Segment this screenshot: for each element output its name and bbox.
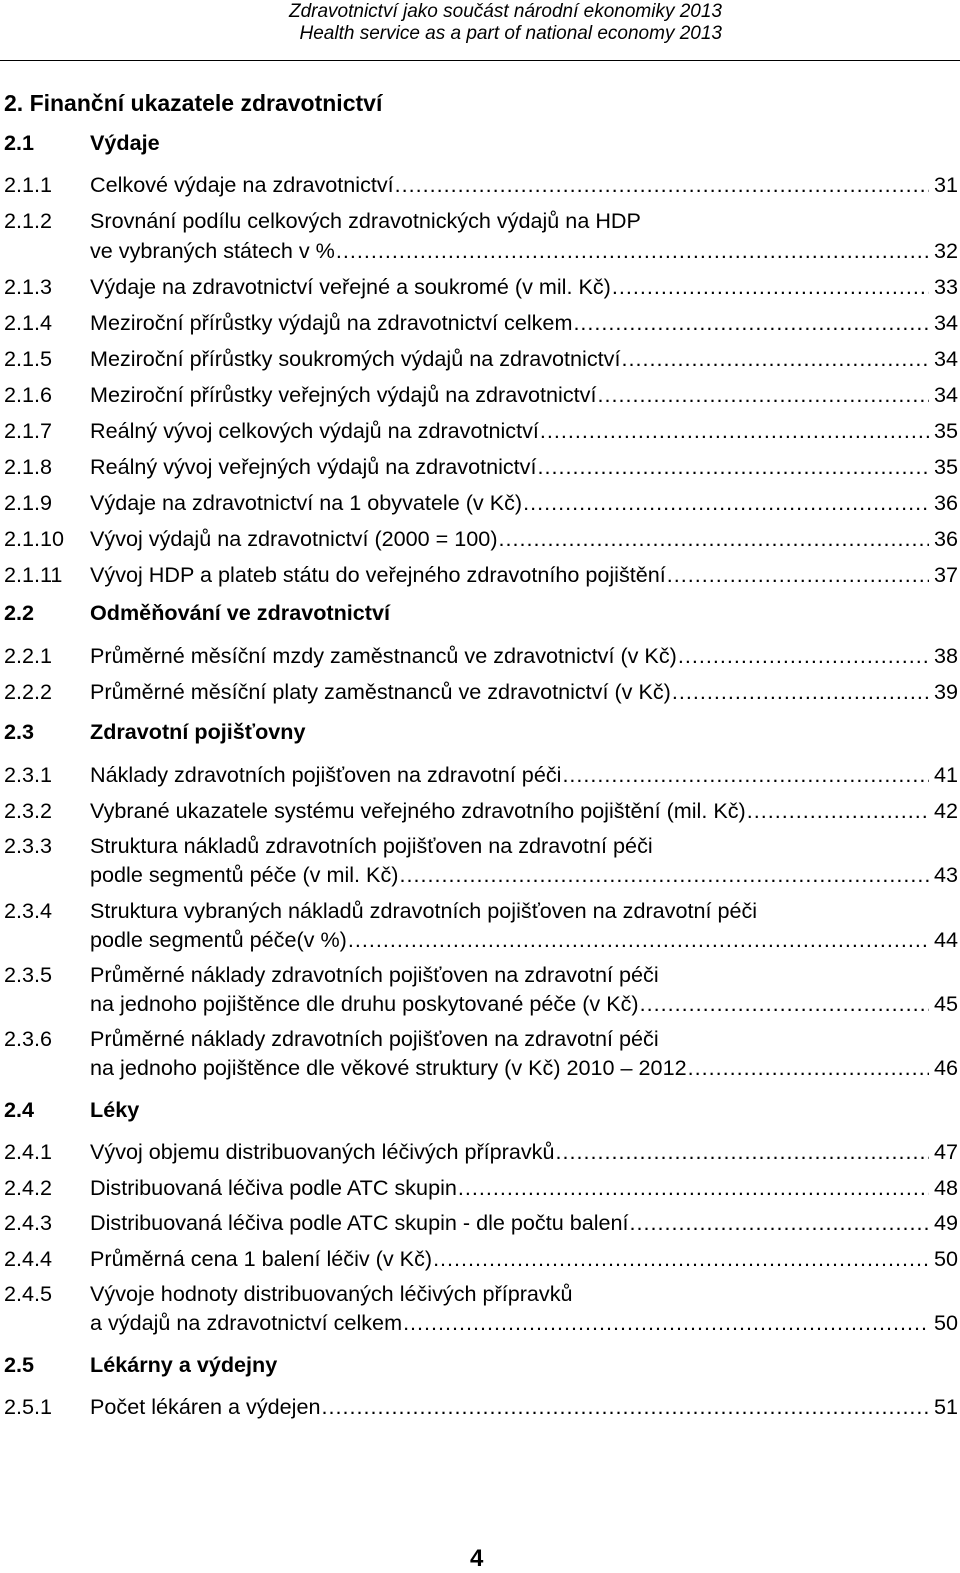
entry-number: 2.1.1: [4, 172, 53, 197]
entry-number: 2.1.6: [4, 382, 53, 407]
entry-number: 2.3.4: [4, 898, 53, 923]
section-number: 2.1: [4, 130, 35, 155]
section-number: 2.2: [4, 600, 35, 625]
dot-leader: [540, 418, 929, 444]
entry-title: Srovnání podílu celkových zdravotnických výdajů na HDP: [90, 208, 641, 233]
dot-leader: [678, 643, 929, 669]
page-ref: 33: [933, 274, 958, 299]
dot-leader: [395, 172, 929, 198]
page-ref: 36: [933, 490, 958, 515]
entry-title: Počet lékáren a výdejen: [90, 1394, 321, 1419]
entry-number: 2.1.7: [4, 418, 53, 443]
entry-number: 2.3.1: [4, 762, 53, 787]
entry-title: Meziroční přírůstky výdajů na zdravotnictví celkem: [90, 310, 573, 335]
dot-leader: [612, 274, 929, 300]
entry-number: 2.2.1: [4, 643, 53, 668]
section-number: 2.3: [4, 719, 35, 744]
dot-leader: [523, 490, 929, 516]
chapter-title: 2. Finanční ukazatele zdravotnictví: [4, 90, 383, 116]
entry-title: Průměrné měsíční platy zaměstnanců ve zdravotnictví (v Kč): [90, 679, 671, 704]
entry-title-cont: a výdajů na zdravotnictví celkem: [90, 1310, 403, 1335]
dot-leader: [667, 562, 929, 588]
entry-title: Reálný vývoj celkových výdajů na zdravotnictví: [90, 418, 539, 443]
running-header: [0, 0, 960, 61]
page-ref: 50: [933, 1310, 958, 1335]
page-ref: 46: [933, 1055, 958, 1080]
entry-title: Vývoje hodnoty distribuovaných léčivých přípravků: [90, 1281, 573, 1306]
page-ref: 45: [933, 991, 958, 1016]
entry-title: Vývoj výdajů na zdravotnictví (2000 = 100): [90, 526, 498, 551]
entry-title: Distribuovaná léčiva podle ATC skupin: [90, 1175, 457, 1200]
dot-leader: [537, 454, 929, 480]
entry-title: Průměrná cena 1 balení léčiv (v Kč): [90, 1246, 433, 1271]
page-ref: 41: [933, 762, 958, 787]
entry-title: Průměrné náklady zdravotních pojišťoven na zdravotní péči: [90, 1026, 659, 1051]
section-title: Zdravotní pojišťovny: [90, 719, 306, 744]
dot-leader: [399, 862, 929, 888]
header-title-cz: Zdravotnictví jako součást národní ekonomiky 2013: [288, 1, 722, 22]
entry-number: 2.3.2: [4, 798, 53, 823]
page-ref: 35: [933, 454, 958, 479]
page-ref: 34: [933, 346, 958, 371]
section-title: Lékárny a výdejny: [90, 1352, 278, 1377]
entry-number: 2.4.2: [4, 1175, 53, 1200]
entry-title: Struktura nákladů zdravotních pojišťoven na zdravotní péči: [90, 833, 653, 858]
entry-number: 2.1.9: [4, 490, 53, 515]
entry-title-cont: podle segmentů péče(v %): [90, 927, 347, 952]
dot-leader: [403, 1310, 929, 1336]
dot-leader: [433, 1246, 929, 1272]
entry-title: Vývoj HDP a plateb státu do veřejného zdravotního pojištění: [90, 562, 666, 587]
page-ref: 50: [933, 1246, 958, 1271]
section-number: 2.4: [4, 1097, 35, 1122]
entry-title-cont: na jednoho pojištěnce dle věkové struktury (v Kč) 2010 – 2012: [90, 1055, 687, 1080]
page-ref: 38: [933, 643, 958, 668]
entry-title: Výdaje na zdravotnictví veřejné a soukromé (v mil. Kč): [90, 274, 611, 299]
page-ref: 34: [933, 310, 958, 335]
entry-number: 2.1.2: [4, 208, 53, 233]
dot-leader: [640, 991, 929, 1017]
page-ref: 39: [933, 679, 958, 704]
entry-number: 2.3.5: [4, 962, 53, 987]
page-ref: 43: [933, 862, 958, 887]
dot-leader: [573, 310, 929, 336]
dot-leader: [747, 798, 929, 824]
entry-number: 2.4.5: [4, 1281, 53, 1306]
dot-leader: [597, 382, 929, 408]
entry-number: 2.3.3: [4, 833, 53, 858]
page-ref: 31: [933, 172, 958, 197]
dot-leader: [688, 1055, 929, 1081]
entry-title-cont: ve vybraných státech v %: [90, 238, 335, 263]
entry-number: 2.1.4: [4, 310, 53, 335]
entry-title: Náklady zdravotních pojišťoven na zdravotní péči: [90, 762, 562, 787]
entry-number: 2.2.2: [4, 679, 53, 704]
entry-number: 2.1.11: [4, 562, 63, 587]
entry-title: Vybrané ukazatele systému veřejného zdravotního pojištění (mil. Kč): [90, 798, 746, 823]
page-ref: 49: [933, 1210, 958, 1235]
page-number: 4: [470, 1545, 484, 1572]
entry-number: 2.3.6: [4, 1026, 53, 1051]
page-ref: 37: [933, 562, 958, 587]
entry-number: 2.5.1: [4, 1394, 53, 1419]
entry-number: 2.1.5: [4, 346, 53, 371]
page-ref: 34: [933, 382, 958, 407]
page-ref: 42: [933, 798, 958, 823]
section-title: Výdaje: [90, 130, 160, 155]
page-ref: 48: [933, 1175, 958, 1200]
entry-title: Celkové výdaje na zdravotnictví: [90, 172, 394, 197]
entry-title: Průměrné měsíční mzdy zaměstnanců ve zdravotnictví (v Kč): [90, 643, 677, 668]
header-title-en: Health service as a part of national economy 2013: [299, 23, 722, 44]
dot-leader: [348, 927, 929, 953]
section-number: 2.5: [4, 1352, 35, 1377]
entry-number: 2.4.3: [4, 1210, 53, 1235]
dot-leader: [499, 526, 929, 552]
page-ref: 47: [933, 1139, 958, 1164]
entry-number: 2.1.10: [4, 526, 65, 551]
entry-title: Distribuovaná léčiva podle ATC skupin - dle počtu balení: [90, 1210, 629, 1235]
entry-number: 2.1.8: [4, 454, 53, 479]
entry-title: Struktura vybraných nákladů zdravotních pojišťoven na zdravotní péči: [90, 898, 758, 923]
dot-leader: [321, 1394, 929, 1420]
entry-title: Meziroční přírůstky veřejných výdajů na zdravotnictví: [90, 382, 597, 407]
entry-title-cont: podle segmentů péče (v mil. Kč): [90, 862, 399, 887]
entry-title: Průměrné náklady zdravotních pojišťoven na zdravotní péči: [90, 962, 659, 987]
entry-number: 2.4.1: [4, 1139, 53, 1164]
dot-leader: [458, 1175, 929, 1201]
page-ref: 51: [933, 1394, 958, 1419]
dot-leader: [562, 762, 929, 788]
dot-leader: [621, 346, 929, 372]
dot-leader: [555, 1139, 929, 1165]
entry-title-cont: na jednoho pojištěnce dle druhu poskytované péče (v Kč): [90, 991, 639, 1016]
section-title: Odměňování ve zdravotnictví: [90, 600, 390, 625]
entry-number: 2.4.4: [4, 1246, 53, 1271]
dot-leader: [672, 679, 929, 705]
entry-number: 2.1.3: [4, 274, 53, 299]
entry-title: Meziroční přírůstky soukromých výdajů na zdravotnictví: [90, 346, 621, 371]
page-ref: 35: [933, 418, 958, 443]
page-ref: 36: [933, 526, 958, 551]
page-ref: 44: [933, 927, 958, 952]
dot-leader: [630, 1210, 929, 1236]
entry-title: Vývoj objemu distribuovaných léčivých přípravků: [90, 1139, 555, 1164]
page-ref: 32: [933, 238, 958, 263]
entry-title: Reálný vývoj veřejných výdajů na zdravotnictví: [90, 454, 537, 479]
entry-title: Výdaje na zdravotnictví na 1 obyvatele (v Kč): [90, 490, 523, 515]
dot-leader: [336, 238, 929, 264]
section-title: Léky: [90, 1097, 140, 1122]
